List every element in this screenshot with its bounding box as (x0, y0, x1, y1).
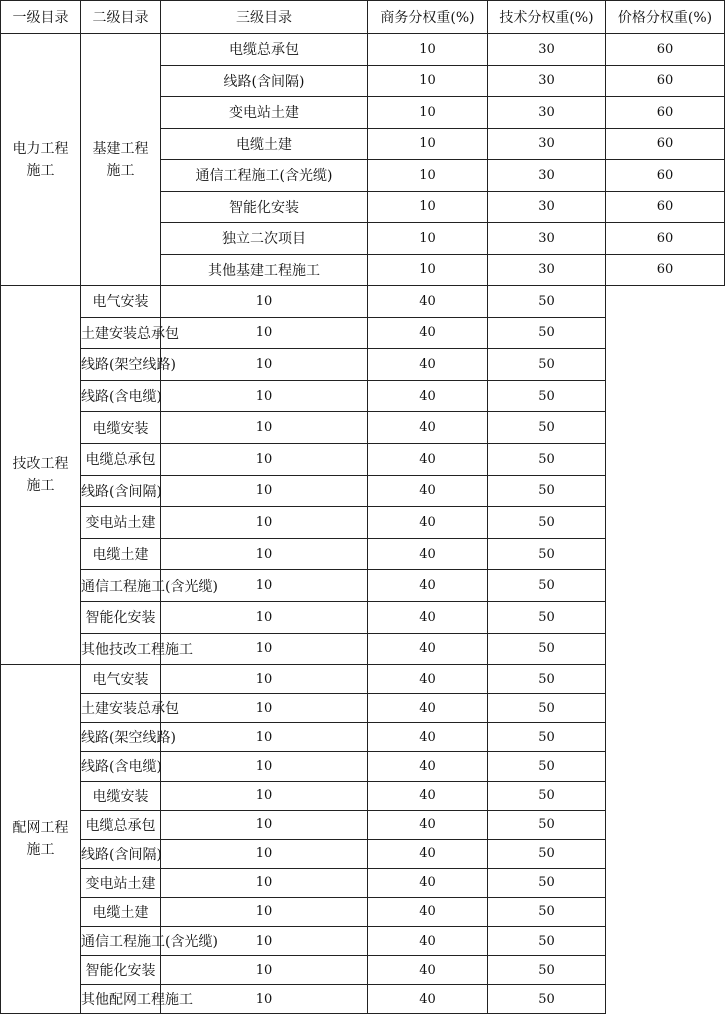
tech-weight-cell: 40 (368, 443, 488, 475)
price-weight-cell: 50 (488, 926, 606, 955)
price-weight-cell: 50 (488, 694, 606, 723)
level3-cell: 电缆总承包 (81, 443, 161, 475)
tech-weight-cell: 40 (368, 475, 488, 507)
business-weight-cell: 10 (161, 985, 368, 1014)
level3-cell: 电缆安装 (81, 781, 161, 810)
business-weight-cell: 10 (368, 97, 488, 129)
table-row (1, 34, 725, 66)
business-weight-cell: 10 (161, 349, 368, 381)
header-level3: 三级目录 (161, 1, 368, 34)
level3-cell: 线路(含间隔) (81, 475, 161, 507)
business-weight-cell: 10 (161, 633, 368, 665)
tech-weight-cell: 40 (368, 317, 488, 349)
table-row (1, 570, 725, 602)
tech-weight-cell: 40 (368, 538, 488, 570)
tech-weight-cell: 40 (368, 507, 488, 539)
table-row (1, 752, 725, 781)
tech-weight-cell: 30 (488, 34, 606, 66)
price-weight-cell: 60 (606, 65, 725, 97)
level1-cell: 电力工程 施工 (1, 34, 81, 286)
business-weight-cell: 10 (161, 665, 368, 694)
tech-weight-cell: 40 (368, 897, 488, 926)
level3-cell: 土建安装总承包 (81, 317, 161, 349)
tech-weight-cell: 40 (368, 412, 488, 444)
price-weight-cell: 60 (606, 160, 725, 192)
tech-weight-cell: 30 (488, 65, 606, 97)
table-row (1, 475, 725, 507)
tech-weight-cell: 40 (368, 380, 488, 412)
tech-weight-cell: 40 (368, 926, 488, 955)
tech-weight-cell: 30 (488, 128, 606, 160)
table-row (1, 723, 725, 752)
price-weight-cell: 50 (488, 412, 606, 444)
business-weight-cell: 10 (161, 507, 368, 539)
price-weight-cell: 50 (488, 570, 606, 602)
table-row (1, 956, 725, 985)
tech-weight-cell: 40 (368, 665, 488, 694)
price-weight-cell: 50 (488, 317, 606, 349)
table-row (1, 897, 725, 926)
price-weight-cell: 50 (488, 443, 606, 475)
business-weight-cell: 10 (161, 810, 368, 839)
business-weight-cell: 10 (161, 956, 368, 985)
tech-weight-cell: 30 (488, 223, 606, 255)
price-weight-cell: 50 (488, 601, 606, 633)
business-weight-cell: 10 (368, 128, 488, 160)
price-weight-cell: 60 (606, 191, 725, 223)
level3-cell: 智能化安装 (81, 601, 161, 633)
price-weight-cell: 50 (488, 665, 606, 694)
business-weight-cell: 10 (161, 443, 368, 475)
table-row (1, 810, 725, 839)
table-row (1, 349, 725, 381)
tech-weight-cell: 40 (368, 601, 488, 633)
level2-cell: 基建工程 施工 (81, 34, 161, 286)
tech-weight-cell: 40 (368, 839, 488, 868)
price-weight-cell: 60 (606, 97, 725, 129)
table-row (1, 694, 725, 723)
header-business-weight: 商务分权重(%) (368, 1, 488, 34)
business-weight-cell: 10 (161, 286, 368, 318)
tech-weight-cell: 30 (488, 97, 606, 129)
level3-cell: 变电站土建 (81, 507, 161, 539)
price-weight-cell: 60 (606, 34, 725, 66)
header-tech-weight: 技术分权重(%) (488, 1, 606, 34)
price-weight-cell: 50 (488, 868, 606, 897)
tech-weight-cell: 40 (368, 781, 488, 810)
table-row (1, 601, 725, 633)
table-row (1, 781, 725, 810)
tech-weight-cell: 40 (368, 286, 488, 318)
table-row (1, 380, 725, 412)
business-weight-cell: 10 (161, 723, 368, 752)
level3-cell: 电缆总承包 (81, 810, 161, 839)
level3-cell: 线路(含间隔) (161, 65, 368, 97)
business-weight-cell: 10 (368, 254, 488, 286)
price-weight-cell: 50 (488, 985, 606, 1014)
table-row (1, 286, 725, 318)
tech-weight-cell: 40 (368, 985, 488, 1014)
tech-weight-cell: 40 (368, 723, 488, 752)
level3-cell: 智能化安装 (161, 191, 368, 223)
level3-cell: 独立二次项目 (161, 223, 368, 255)
level3-cell: 电缆土建 (161, 128, 368, 160)
table-row (1, 507, 725, 539)
table-row (1, 633, 725, 665)
business-weight-cell: 10 (368, 223, 488, 255)
level3-cell: 线路(含电缆) (81, 380, 161, 412)
price-weight-cell: 60 (606, 128, 725, 160)
price-weight-cell: 60 (606, 223, 725, 255)
price-weight-cell: 60 (606, 254, 725, 286)
table-row (1, 926, 725, 955)
business-weight-cell: 10 (368, 65, 488, 97)
tech-weight-cell: 40 (368, 956, 488, 985)
level3-cell: 变电站土建 (161, 97, 368, 129)
business-weight-cell: 10 (368, 191, 488, 223)
business-weight-cell: 10 (161, 601, 368, 633)
level3-cell: 电气安装 (81, 286, 161, 318)
header-price-weight: 价格分权重(%) (606, 1, 725, 34)
table-row (1, 443, 725, 475)
table-row (1, 665, 725, 694)
level3-cell: 通信工程施工(含光缆) (81, 926, 161, 955)
business-weight-cell: 10 (161, 839, 368, 868)
tech-weight-cell: 30 (488, 191, 606, 223)
tech-weight-cell: 40 (368, 570, 488, 602)
header-level2: 二级目录 (81, 1, 161, 34)
price-weight-cell: 50 (488, 286, 606, 318)
level3-cell: 其他技改工程施工 (81, 633, 161, 665)
level3-cell: 其他基建工程施工 (161, 254, 368, 286)
tech-weight-cell: 40 (368, 752, 488, 781)
business-weight-cell: 10 (161, 897, 368, 926)
table-row (1, 538, 725, 570)
level3-cell: 电缆总承包 (161, 34, 368, 66)
header-row (1, 1, 725, 34)
table-row (1, 985, 725, 1014)
price-weight-cell: 50 (488, 538, 606, 570)
table-row (1, 839, 725, 868)
business-weight-cell: 10 (161, 570, 368, 602)
business-weight-cell: 10 (161, 475, 368, 507)
price-weight-cell: 50 (488, 380, 606, 412)
tech-weight-cell: 40 (368, 868, 488, 897)
tech-weight-cell: 30 (488, 254, 606, 286)
level3-cell: 通信工程施工(含光缆) (81, 570, 161, 602)
business-weight-cell: 10 (161, 752, 368, 781)
level3-cell: 线路(架空线路) (81, 723, 161, 752)
business-weight-cell: 10 (161, 538, 368, 570)
table-row (1, 868, 725, 897)
price-weight-cell: 50 (488, 839, 606, 868)
business-weight-cell: 10 (368, 160, 488, 192)
business-weight-cell: 10 (161, 412, 368, 444)
table-row (1, 317, 725, 349)
business-weight-cell: 10 (161, 317, 368, 349)
business-weight-cell: 10 (161, 694, 368, 723)
price-weight-cell: 50 (488, 897, 606, 926)
business-weight-cell: 10 (161, 868, 368, 897)
tech-weight-cell: 40 (368, 349, 488, 381)
level3-cell: 电缆土建 (81, 897, 161, 926)
price-weight-cell: 50 (488, 810, 606, 839)
price-weight-cell: 50 (488, 752, 606, 781)
business-weight-cell: 10 (161, 380, 368, 412)
level3-cell: 线路(含电缆) (81, 752, 161, 781)
level3-cell: 电缆土建 (81, 538, 161, 570)
price-weight-cell: 50 (488, 723, 606, 752)
tech-weight-cell: 40 (368, 810, 488, 839)
level3-cell: 变电站土建 (81, 868, 161, 897)
business-weight-cell: 10 (368, 34, 488, 66)
level2-cell: 配网工程 施工 (1, 665, 81, 1014)
business-weight-cell: 10 (161, 781, 368, 810)
tech-weight-cell: 30 (488, 160, 606, 192)
header-level1: 一级目录 (1, 1, 81, 34)
level3-cell: 电气安装 (81, 665, 161, 694)
price-weight-cell: 50 (488, 781, 606, 810)
level3-cell: 智能化安装 (81, 956, 161, 985)
table-row (1, 412, 725, 444)
price-weight-cell: 50 (488, 349, 606, 381)
level3-cell: 通信工程施工(含光缆) (161, 160, 368, 192)
level3-cell: 线路(含间隔) (81, 839, 161, 868)
level3-cell: 其他配网工程施工 (81, 985, 161, 1014)
price-weight-cell: 50 (488, 956, 606, 985)
level3-cell: 电缆安装 (81, 412, 161, 444)
price-weight-cell: 50 (488, 507, 606, 539)
level3-cell: 土建安装总承包 (81, 694, 161, 723)
tech-weight-cell: 40 (368, 694, 488, 723)
business-weight-cell: 10 (161, 926, 368, 955)
price-weight-cell: 50 (488, 475, 606, 507)
price-weight-cell: 50 (488, 633, 606, 665)
level3-cell: 线路(架空线路) (81, 349, 161, 381)
level2-cell: 技改工程 施工 (1, 286, 81, 665)
tech-weight-cell: 40 (368, 633, 488, 665)
